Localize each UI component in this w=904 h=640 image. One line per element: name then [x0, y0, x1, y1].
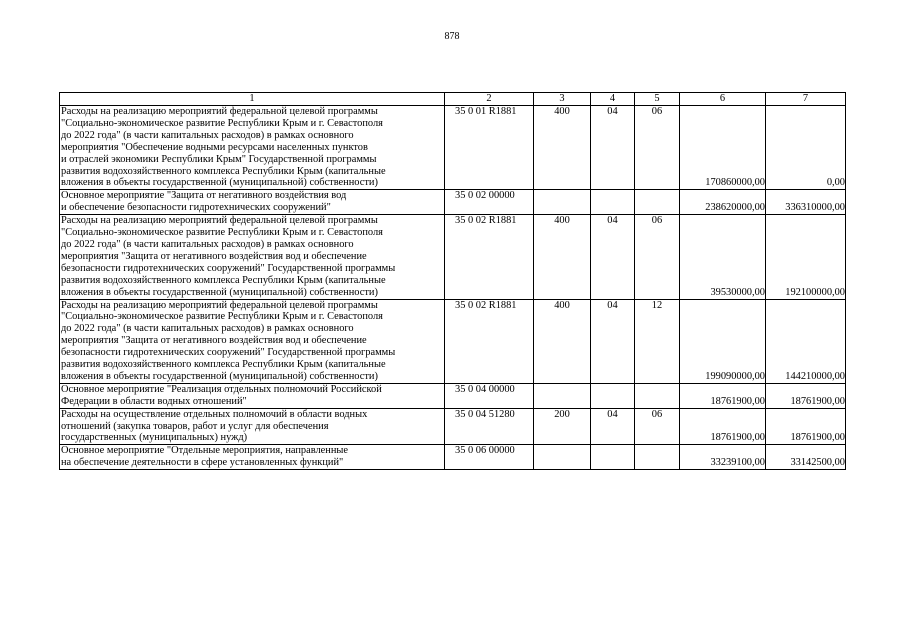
row-expense-type-cell	[534, 445, 591, 470]
row-name-cell	[60, 383, 445, 408]
row-expense-type-cell: 400	[534, 106, 591, 190]
row-amount-year1-cell: 18761900,00	[680, 408, 766, 445]
row-amount-year2-cell: 33142500,00	[766, 445, 846, 470]
row-section-cell: 04	[591, 408, 635, 445]
column-header-5: 5	[635, 93, 680, 106]
table-row	[60, 190, 846, 215]
row-section-cell	[591, 445, 635, 470]
row-section-cell	[591, 190, 635, 215]
row-amount-year2-cell: 192100000,00	[766, 215, 846, 299]
row-code-cell: 35 0 04 00000	[445, 383, 534, 408]
row-amount-year1-cell: 33239100,00	[680, 445, 766, 470]
column-header-6: 6	[680, 93, 766, 106]
column-header-7: 7	[766, 93, 846, 106]
row-expense-type-cell: 400	[534, 299, 591, 383]
row-name-cell	[60, 190, 445, 215]
row-name-line: безопасности гидротехнических сооружений" Государственной программы	[61, 262, 396, 274]
row-name-line: до 2022 года" (в части капитальных расходов) в рамках основного	[61, 323, 354, 335]
row-name-line: "Социально-экономическое развитие Республики Крым и г. Севастополя	[61, 311, 383, 323]
table-row	[60, 383, 846, 408]
row-name-line: мероприятия "Защита от негативного воздействия вод и обеспечение	[61, 335, 367, 347]
row-name-line: государственных (муниципальных) нужд)	[61, 432, 248, 444]
row-subsection-cell	[635, 383, 680, 408]
row-name-line: Основное мероприятие "Реализация отдельных полномочий Российской	[61, 383, 382, 395]
row-name-cell	[60, 445, 445, 470]
row-name-line: вложения в объекты государственной (муниципальной) собственности)	[61, 177, 378, 189]
page-number: 878	[444, 31, 460, 42]
row-amount-year2-cell: 336310000,00	[766, 190, 846, 215]
row-subsection-cell	[635, 190, 680, 215]
row-subsection-cell: 12	[635, 299, 680, 383]
row-name-cell	[60, 299, 445, 383]
row-expense-type-cell	[534, 190, 591, 215]
row-name-line: "Социально-экономическое развитие Республики Крым и г. Севастополя	[61, 117, 383, 129]
row-code-cell: 35 0 02 00000	[445, 190, 534, 215]
row-amount-year1-cell: 238620000,00	[680, 190, 766, 215]
row-name-line: до 2022 года" (в части капитальных расходов) в рамках основного	[61, 238, 354, 250]
row-name-cell	[60, 408, 445, 445]
row-name-line: Федерации в области водных отношений"	[61, 395, 247, 407]
row-name-line: мероприятия "Защита от негативного воздействия вод и обеспечение	[61, 250, 367, 262]
row-name-line: мероприятия "Обеспечение водными ресурсами населенных пунктов	[61, 141, 368, 153]
row-name-line: вложения в объекты государственной (муниципальной) собственности)	[61, 286, 378, 298]
row-code-cell: 35 0 04 51280	[445, 408, 534, 445]
row-code-cell: 35 0 02 R1881	[445, 215, 534, 299]
row-name-line: на обеспечение деятельности в сфере установленных функций"	[61, 457, 344, 469]
row-name-line: развития водохозяйственного комплекса Республики Крым (капитальные	[61, 359, 386, 371]
table-row	[60, 106, 846, 190]
row-subsection-cell	[635, 445, 680, 470]
row-name-line: и отраслей экономики Республики Крым" Государственной программы	[61, 153, 377, 165]
row-amount-year2-cell: 144210000,00	[766, 299, 846, 383]
table-row	[60, 445, 846, 470]
row-name-line: Расходы на реализацию мероприятий федеральной целевой программы	[61, 215, 378, 227]
row-expense-type-cell: 400	[534, 215, 591, 299]
row-code-cell: 35 0 06 00000	[445, 445, 534, 470]
row-amount-year1-cell: 18761900,00	[680, 383, 766, 408]
row-subsection-cell: 06	[635, 215, 680, 299]
row-code-cell: 35 0 02 R1881	[445, 299, 534, 383]
column-header-1: 1	[60, 93, 445, 106]
table-row	[60, 408, 846, 445]
row-subsection-cell: 06	[635, 106, 680, 190]
row-name-cell	[60, 106, 445, 190]
column-header-2: 2	[445, 93, 534, 106]
row-amount-year1-cell: 170860000,00	[680, 106, 766, 190]
row-expense-type-cell: 200	[534, 408, 591, 445]
row-name-line: отношений (закупка товаров, работ и услуг для обеспечения	[61, 420, 329, 432]
row-name-line: развития водохозяйственного комплекса Республики Крым (капитальные	[61, 274, 386, 286]
row-section-cell: 04	[591, 106, 635, 190]
table-body	[60, 93, 846, 470]
row-amount-year2-cell: 18761900,00	[766, 408, 846, 445]
row-name-line: Расходы на осуществление отдельных полномочий в области водных	[61, 408, 368, 420]
row-name-line: до 2022 года" (в части капитальных расходов) в рамках основного	[61, 129, 354, 141]
row-name-line: и обеспечение безопасности гидротехнических сооружений"	[61, 202, 331, 214]
row-amount-year1-cell: 199090000,00	[680, 299, 766, 383]
row-code-cell: 35 0 01 R1881	[445, 106, 534, 190]
row-name-line: Основное мероприятие "Защита от негативного воздействия вод	[61, 190, 347, 202]
row-name-cell	[60, 215, 445, 299]
row-name-line: развития водохозяйственного комплекса Республики Крым (капитальные	[61, 165, 386, 177]
row-section-cell: 04	[591, 215, 635, 299]
row-name-line: "Социально-экономическое развитие Республики Крым и г. Севастополя	[61, 227, 383, 239]
row-name-line: безопасности гидротехнических сооружений" Государственной программы	[61, 347, 396, 359]
row-amount-year2-cell: 18761900,00	[766, 383, 846, 408]
row-section-cell: 04	[591, 299, 635, 383]
column-header-4: 4	[591, 93, 635, 106]
table-row	[60, 299, 846, 383]
row-name-line: вложения в объекты государственной (муниципальной) собственности)	[61, 370, 378, 382]
table-row	[60, 215, 846, 299]
column-header-3: 3	[534, 93, 591, 106]
row-section-cell	[591, 383, 635, 408]
row-amount-year2-cell: 0,00	[766, 106, 846, 190]
row-name-line: Основное мероприятие "Отдельные мероприятия, направленные	[61, 445, 349, 457]
row-name-line: Расходы на реализацию мероприятий федеральной целевой программы	[61, 299, 378, 311]
row-subsection-cell: 06	[635, 408, 680, 445]
row-name-line: Расходы на реализацию мероприятий федеральной целевой программы	[61, 106, 378, 117]
budget-table	[59, 92, 846, 470]
row-expense-type-cell	[534, 383, 591, 408]
table-header-row	[60, 93, 846, 106]
row-amount-year1-cell: 39530000,00	[680, 215, 766, 299]
